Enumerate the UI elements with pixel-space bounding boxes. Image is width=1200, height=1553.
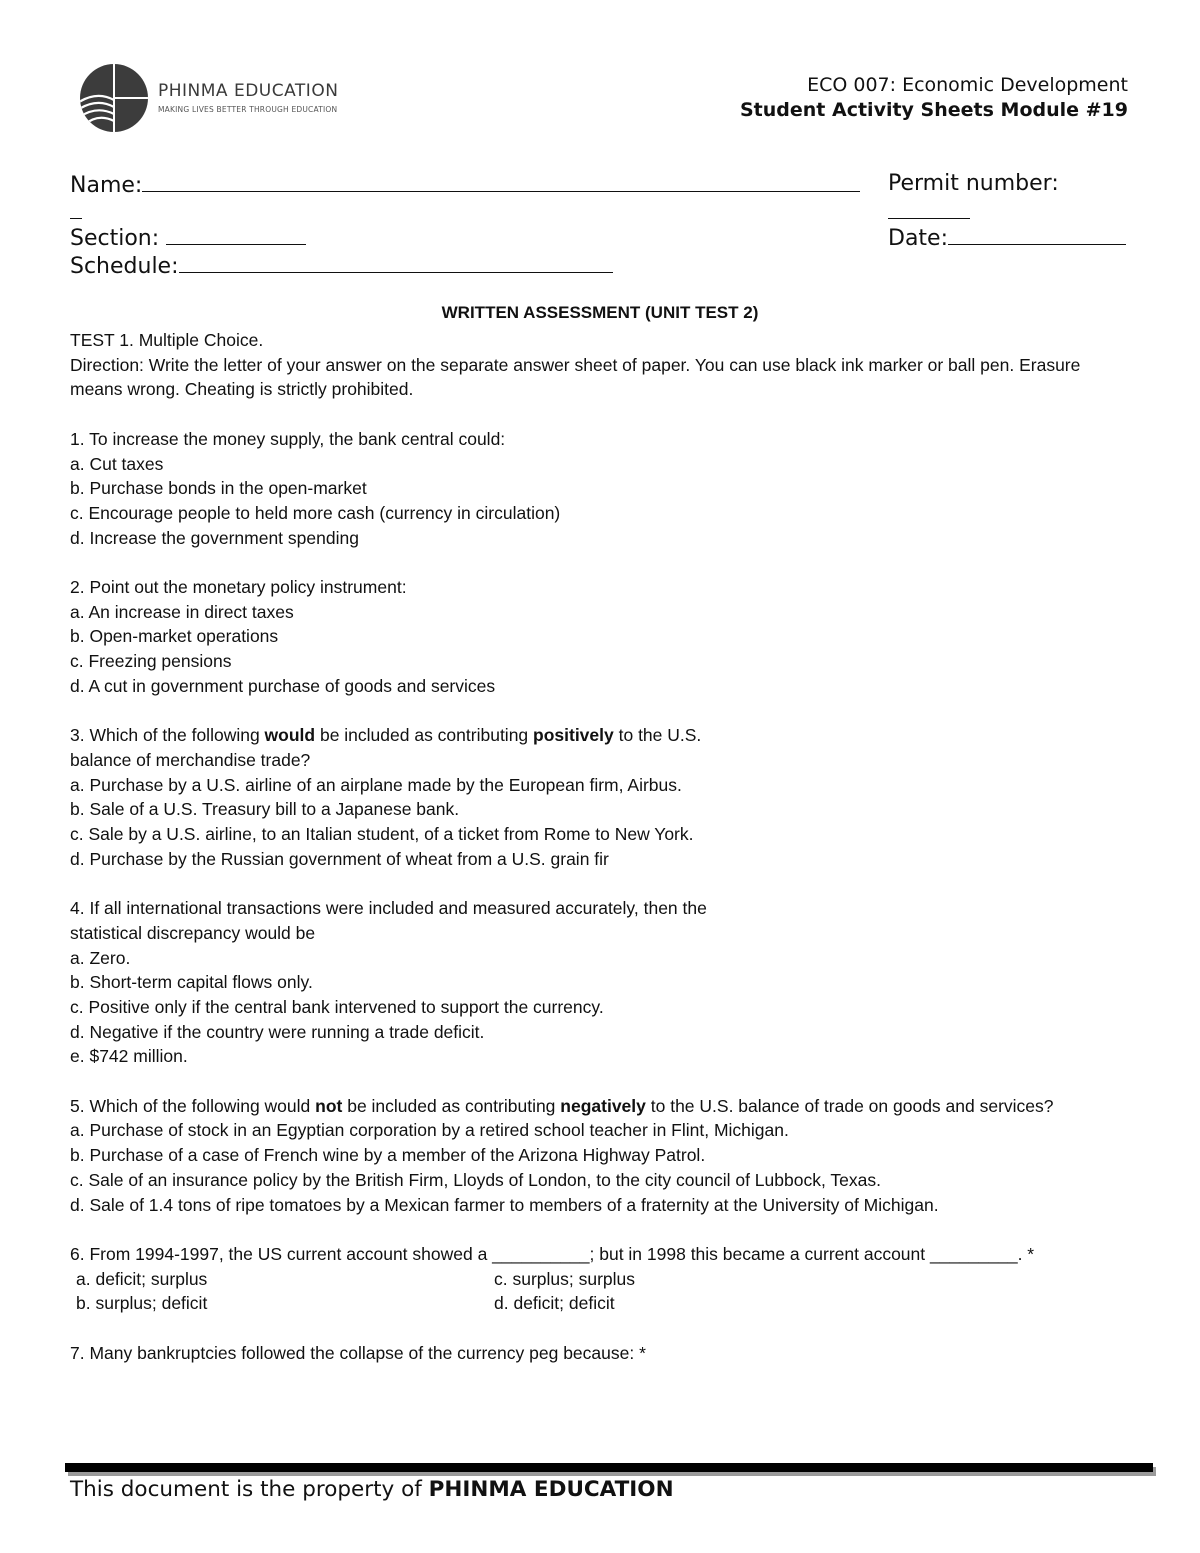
logo-tagline: MAKING LIVES BETTER THROUGH EDUCATION	[158, 105, 338, 114]
question-5-option-c: c. Sale of an insurance policy by the British Firm, Lloyds of London, to the city council of Lubbock, Texas.	[70, 1169, 881, 1190]
question-4-option-c: c. Positive only if the central bank intervened to support the currency.	[70, 996, 604, 1017]
question-5-option-a: a. Purchase of stock in an Egyptian corporation by a retired school teacher in Flint, Michigan.	[70, 1120, 789, 1141]
date-field[interactable]	[888, 224, 1126, 251]
question-1-option-d: d. Increase the government spending	[70, 527, 359, 548]
question-6-option-b: b. surplus; deficit	[76, 1293, 208, 1314]
logo-name: PHINMA EDUCATION	[158, 81, 339, 101]
question-3-option-d: d. Purchase by the Russian government of wheat from a U.S. grain fir	[70, 848, 609, 869]
assessment-title: WRITTEN ASSESSMENT (UNIT TEST 2)	[441, 303, 759, 322]
question-2-stem: 2. Point out the monetary policy instrument:	[70, 577, 407, 597]
question-2-option-d: d. A cut in government purchase of goods and services	[70, 675, 496, 696]
question-4-stem: 4. If all international transactions were included and measured accurately, then the	[70, 898, 707, 919]
name-field[interactable]	[70, 171, 860, 198]
permit-number-label: Permit number:	[888, 171, 1059, 196]
question-6-options	[70, 1267, 1135, 1316]
question-3-option-b: b. Sale of a U.S. Treasury bill to a Japanese bank.	[70, 799, 460, 820]
question-1-option-b: b. Purchase bonds in the open-market	[70, 478, 367, 499]
course-title: ECO 007: Economic Development	[807, 74, 1128, 96]
question-4-option-e: e. $742 million.	[70, 1046, 188, 1067]
question-1-stem: 1. To increase the money supply, the bank central could:	[70, 428, 506, 449]
permit-number-field[interactable]	[888, 171, 1059, 196]
question-1-option-a: a. Cut taxes	[70, 453, 164, 474]
section-field[interactable]	[70, 224, 306, 251]
question-3-option-c: c. Sale by a U.S. airline, to an Italian student, of a ticket from Rome to New York.	[70, 824, 694, 845]
question-4-option-d: d. Negative if the country were running a trade deficit.	[70, 1021, 485, 1042]
question-5-stem: 5. Which of the following would not be included as contributing negatively to the U.S. balance of trade on goods and services?	[70, 1095, 1054, 1116]
question-6-option-d: d. deficit; deficit	[494, 1293, 615, 1314]
test-content	[70, 328, 1135, 1365]
name-label: Name:	[70, 173, 143, 198]
question-3-stem: 3. Which of the following would be included as contributing positively to the U.S.	[70, 725, 702, 746]
question-2-option-b: b. Open-market operations	[70, 626, 279, 647]
footer-notice: This document is the property of PHINMA EDUCATION	[70, 1477, 674, 1502]
section-label: Section:	[70, 226, 160, 251]
question-2-option-a: a. An increase in direct taxes	[70, 601, 294, 622]
module-title: Student Activity Sheets Module #19	[740, 99, 1128, 121]
question-5-option-b: b. Purchase of a case of French wine by a member of the Arizona Highway Patrol.	[70, 1145, 706, 1166]
date-label: Date:	[888, 226, 948, 251]
permit-number-line	[888, 200, 970, 219]
question-4-option-a: a. Zero.	[70, 947, 131, 968]
question-4-stem-line-2: statistical discrepancy would be	[70, 922, 316, 943]
name-line-overflow	[70, 200, 82, 219]
footer-divider	[65, 1463, 1153, 1472]
schedule-label: Schedule:	[70, 254, 179, 279]
question-6-stem: 6. From 1994-1997, the US current account showed a __________; but in 1998 this became a current account _________. *	[70, 1243, 1035, 1264]
question-6-option-c: c. surplus; surplus	[494, 1268, 636, 1289]
test-direction: Direction: Write the letter of your answer on the separate answer sheet of paper. You can use black ink marker or ball pen. Erasure means wrong. Cheating is strictly prohibited.	[70, 354, 1081, 400]
question-3-option-a: a. Purchase by a U.S. airline of an airplane made by the European firm, Airbus.	[70, 774, 682, 795]
phinma-emblem-icon	[74, 60, 154, 140]
schedule-field[interactable]	[70, 252, 613, 279]
question-5-option-d: d. Sale of 1.4 tons of ripe tomatoes by a Mexican farmer to members of a fraternity at the University of Michigan.	[70, 1194, 939, 1215]
question-4-option-b: b. Short-term capital flows only.	[70, 972, 313, 993]
phinma-logo	[74, 60, 344, 140]
question-1-option-c: c. Encourage people to held more cash (currency in circulation)	[70, 502, 561, 523]
question-6-option-a: a. deficit; surplus	[76, 1268, 208, 1289]
question-3-stem-line-2: balance of merchandise trade?	[70, 749, 311, 770]
question-7-stem: 7. Many bankruptcies followed the collapse of the currency peg because: *	[70, 1342, 646, 1363]
question-2-option-c: c. Freezing pensions	[70, 651, 232, 672]
test-heading: TEST 1. Multiple Choice.	[70, 330, 264, 350]
